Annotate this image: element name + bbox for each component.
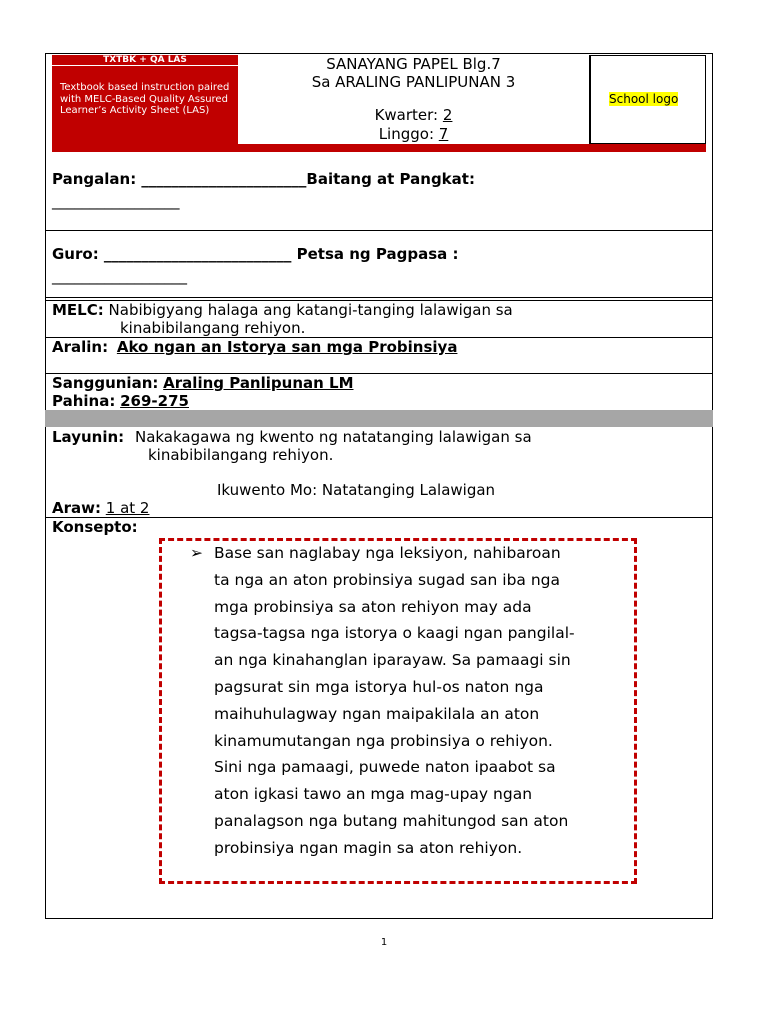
- melc-label: MELC:: [52, 301, 104, 319]
- melc-row: [52, 301, 707, 337]
- aralin-label: Aralin:: [52, 338, 109, 356]
- aralin-row: [52, 338, 707, 356]
- araw-label: Araw:: [52, 499, 101, 517]
- concept-line: aton igkasi tawo an mga mag-upay ngan: [214, 785, 533, 804]
- concept-line: an nga kinahanglan iparayaw. Sa pamaagi sin: [214, 651, 571, 670]
- concept-line: probinsiya ngan magin sa aton rehiyon.: [214, 838, 523, 857]
- bullet-arrow-icon: ➢: [190, 544, 203, 562]
- concept-line: Base san naglabay nga leksiyon, nahibaroan: [214, 544, 561, 562]
- badge-description: Textbook based instruction paired with MELC-Based Quality Assured Learner’s Activity Sheet (LAS): [60, 82, 230, 116]
- konsepto-row: [52, 518, 707, 536]
- pahina-value: 269-275: [120, 392, 189, 410]
- worksheet-title: SANAYANG PAPEL Blg.7: [326, 55, 501, 73]
- pangalan-field[interactable]: [52, 170, 707, 188]
- concept-line: pagsurat sin mga istorya hul-os naton nga: [214, 677, 544, 696]
- subject-title: Sa ARALING PANLIPUNAN 3: [311, 73, 516, 91]
- sanggunian-row: [52, 374, 707, 410]
- layunin-line1: Nakakagawa ng kwento ng natatanging lalawigan sa: [134, 428, 532, 446]
- worksheet-header: [52, 55, 706, 144]
- badge-label: TXTBK + QA LAS: [52, 55, 238, 66]
- guro-field-cont[interactable]: [52, 267, 707, 285]
- page-number: 1: [380, 937, 388, 948]
- kwarter-label: Kwarter:: [374, 106, 443, 124]
- pahina-label: Pahina:: [52, 392, 116, 410]
- txtbk-badge-box: [52, 55, 238, 144]
- guro-field[interactable]: [52, 245, 707, 263]
- concept-line: tagsa-tagsa nga istorya o kaagi ngan pangilal-: [214, 624, 575, 643]
- concept-line: Sini nga pamaagi, puwede naton ipaabot sa: [214, 758, 556, 777]
- melc-line1: Nabibigyang halaga ang katangi-tanging lalawigan sa: [108, 301, 513, 319]
- melc-line2: kinabibilangang rehiyon.: [120, 319, 306, 337]
- sanggunian-label: Sanggunian:: [52, 374, 159, 392]
- concept-line: mga probinsiya sa aton rehiyon may ada: [214, 597, 532, 616]
- guro-blank: __________________: [52, 267, 187, 285]
- konsepto-label: Konsepto:: [52, 518, 138, 536]
- layunin-row: [52, 428, 707, 464]
- divider: [45, 230, 713, 231]
- sanggunian-value: Araling Panlipunan LM: [163, 374, 354, 392]
- activity-title: Ikuwento Mo: Natatanging Lalawigan: [217, 481, 496, 499]
- layunin-label: Layunin:: [52, 428, 125, 446]
- araw-row: [52, 499, 707, 517]
- linggo-line: [238, 125, 589, 144]
- school-logo-box: [590, 55, 706, 144]
- header-red-bar: [52, 144, 706, 152]
- araw-value: 1 at 2: [105, 499, 150, 517]
- pangalan-field-cont[interactable]: [52, 192, 707, 210]
- pangalan-label: Pangalan: ______________________Baitang at Pangkat:: [52, 170, 475, 188]
- linggo-value: 7: [438, 125, 449, 143]
- concept-line: kinamumutangan nga probinsiya o rehiyon.: [214, 731, 553, 750]
- concept-paragraph: [214, 540, 634, 862]
- aralin-title: Ako ngan an Istorya san mga Probinsiya: [116, 338, 458, 356]
- concept-line: maihuhulagway ngan maipakilala an aton: [214, 704, 540, 723]
- pangalan-blank: _________________: [52, 192, 180, 210]
- guro-label: Guro: _________________________ Petsa ng Pagpasa :: [52, 245, 459, 263]
- title-box: [238, 55, 590, 144]
- school-logo-placeholder: School logo: [609, 92, 679, 106]
- divider: [45, 297, 713, 298]
- concept-line: ta nga an aton probinsiya sugad san iba nga: [214, 570, 561, 589]
- gray-separator: [45, 410, 713, 427]
- kwarter-line: [238, 106, 589, 125]
- kwarter-value: 2: [442, 106, 453, 124]
- concept-line: panalagson nga butang mahitungod san aton: [214, 811, 569, 830]
- layunin-line2: kinabibilangang rehiyon.: [148, 446, 334, 464]
- linggo-label: Linggo:: [378, 125, 439, 143]
